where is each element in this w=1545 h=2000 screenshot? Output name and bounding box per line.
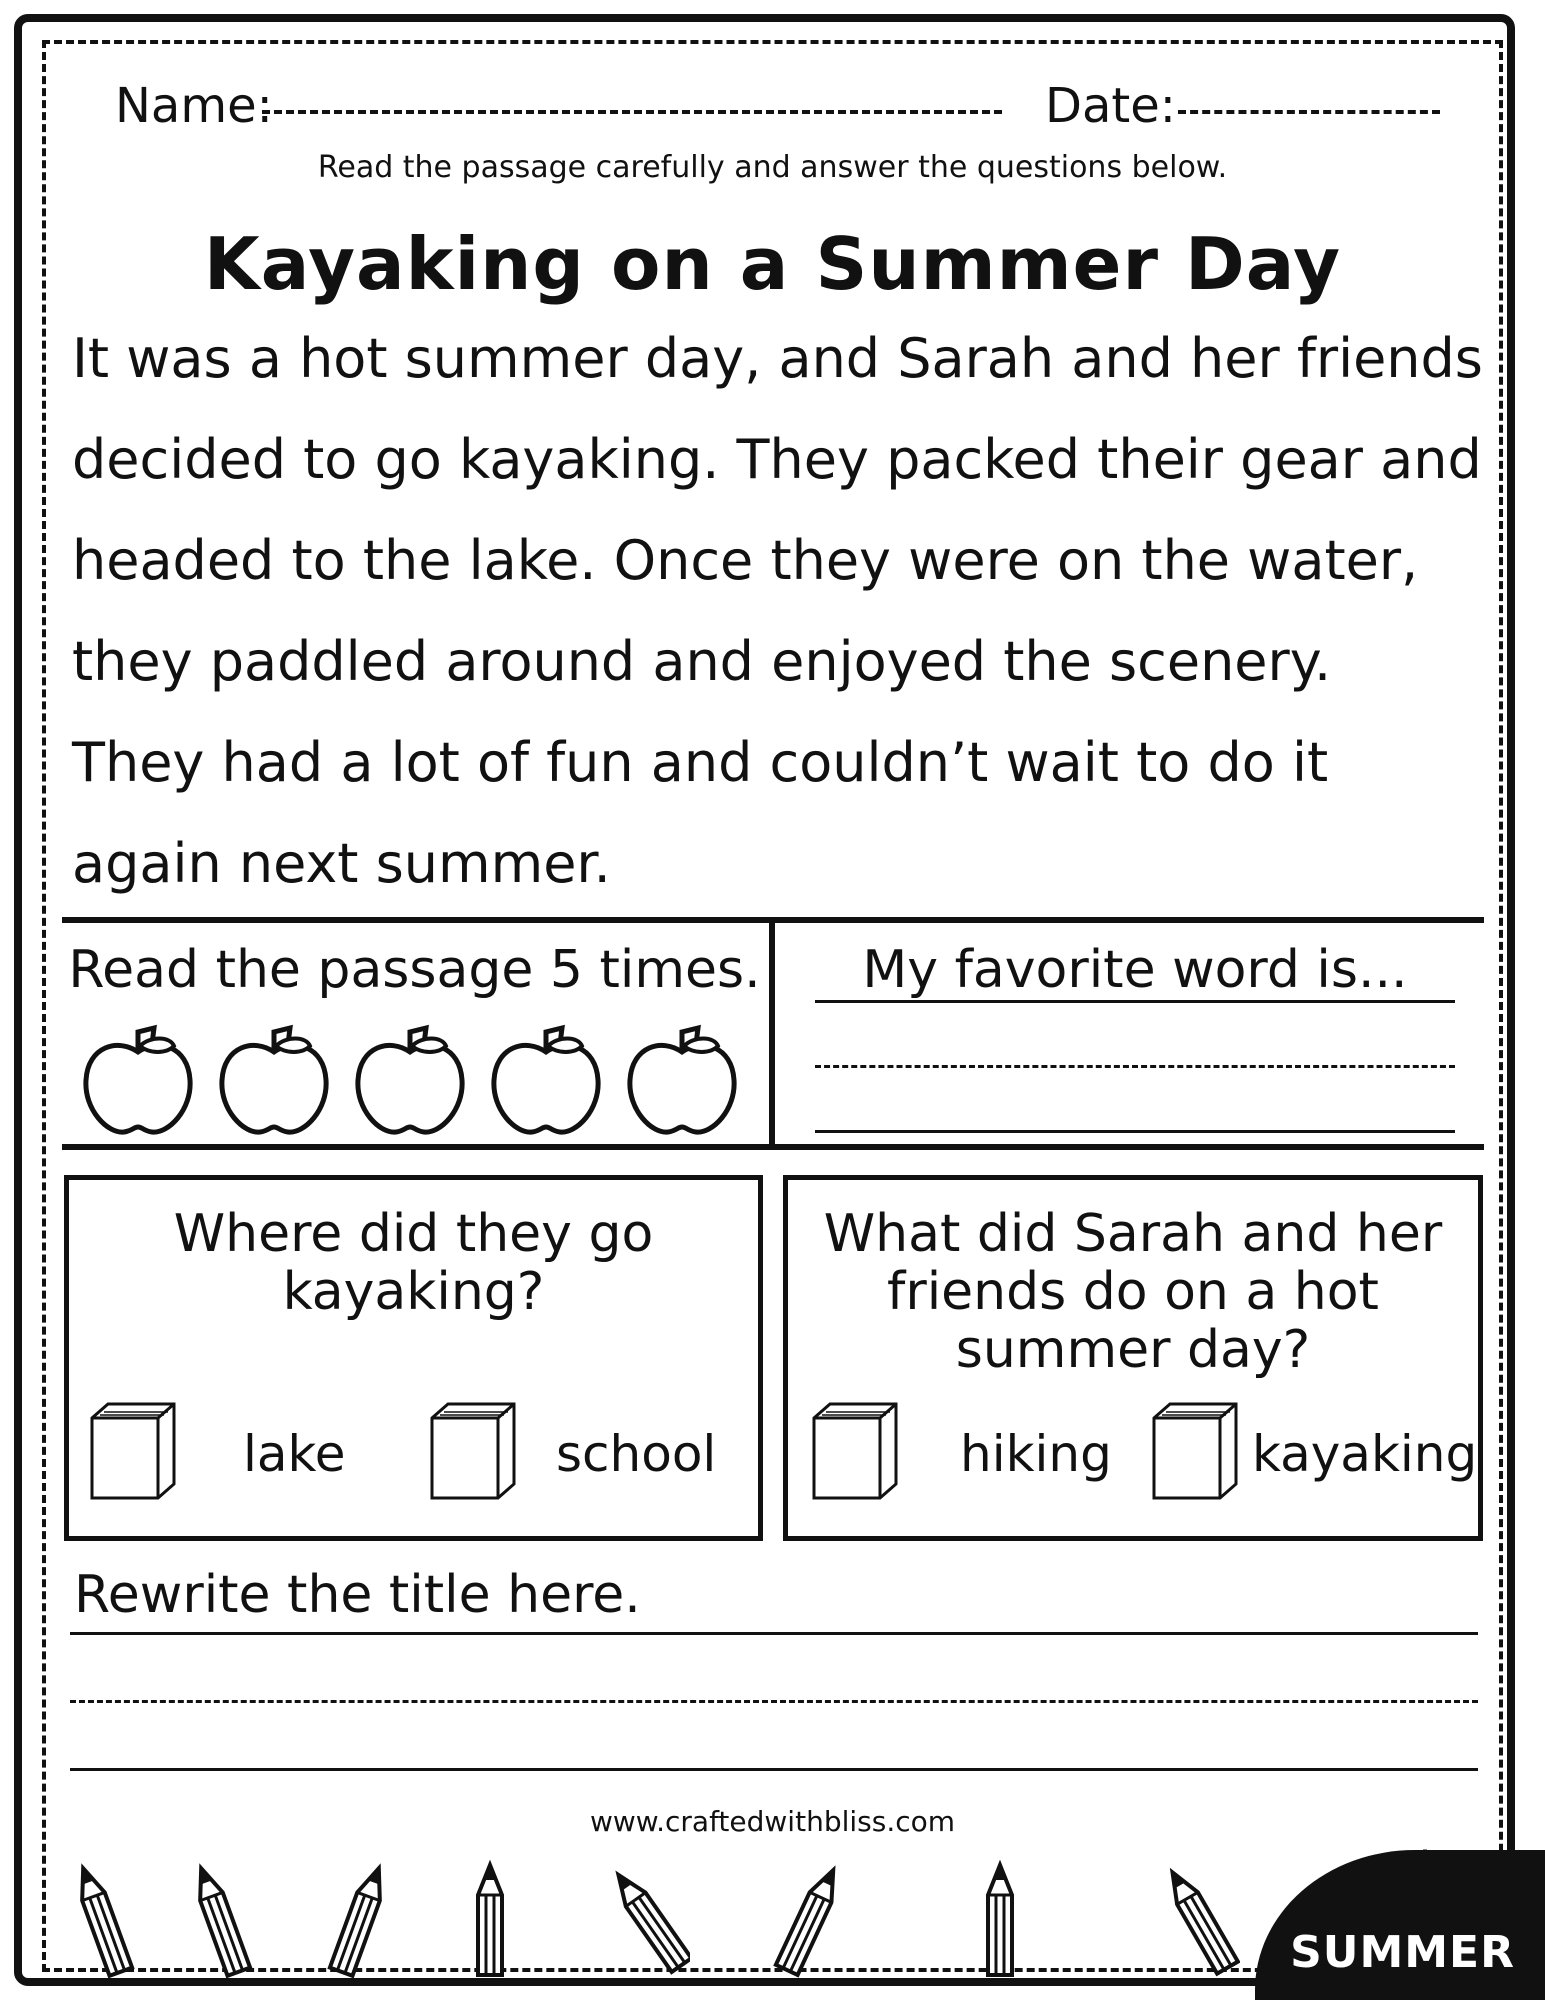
favorite-word-baseline (815, 1130, 1455, 1133)
date-label: Date: (1045, 78, 1176, 134)
apple-icon[interactable] (214, 1018, 334, 1138)
favorite-word-line[interactable] (815, 1000, 1455, 1003)
instruction-text: Read the passage carefully and answer the questions below. (317, 150, 1228, 185)
favorite-word-label: My favorite word is... (862, 940, 1408, 1000)
question2-option-hiking: hiking (960, 1425, 1112, 1483)
apple-icon[interactable] (78, 1018, 198, 1138)
apple-icon[interactable] (350, 1018, 470, 1138)
read-tracker-label: Read the passage 5 times. (68, 940, 761, 1000)
book-icon[interactable] (1146, 1398, 1244, 1502)
pencil-icon (1160, 1855, 1240, 1985)
rewrite-baseline (70, 1768, 1478, 1771)
pencil-icon (450, 1855, 530, 1985)
passage-title: Kayaking on a Summer Day (203, 222, 1342, 306)
name-label: Name: (115, 78, 273, 134)
pencil-icon (180, 1855, 260, 1985)
apple-icon[interactable] (486, 1018, 606, 1138)
passage-line: It was a hot summer day, and Sarah and her friends (72, 327, 1483, 390)
book-icon[interactable] (424, 1398, 522, 1502)
pencil-icon (960, 1855, 1040, 1985)
pencil-icon (320, 1855, 400, 1985)
date-field[interactable] (1178, 110, 1440, 114)
pencil-icon (770, 1855, 850, 1985)
passage-line: headed to the lake. Once they were on the water, (72, 529, 1419, 592)
passage-line: they paddled around and enjoyed the scenery. (72, 630, 1332, 693)
apple-icon[interactable] (622, 1018, 742, 1138)
favorite-word-guide (815, 1065, 1455, 1068)
rewrite-guide (70, 1700, 1478, 1703)
passage-line: again next summer. (72, 832, 611, 895)
book-icon[interactable] (84, 1398, 182, 1502)
passage-line: They had a lot of fun and couldn’t wait to do it (72, 731, 1329, 794)
website-text: www.craftedwithbliss.com (589, 1805, 956, 1838)
question1-option-lake: lake (243, 1425, 346, 1483)
pencil-icon (62, 1855, 142, 1985)
passage (72, 308, 1492, 914)
divider-vertical (769, 917, 775, 1150)
question2-option-kayaking: kayaking (1252, 1425, 1478, 1483)
name-field[interactable] (262, 110, 1002, 114)
passage-line: decided to go kayaking. They packed their gear and (72, 428, 1482, 491)
pencil-icon (610, 1855, 690, 1985)
rewrite-line[interactable] (70, 1632, 1478, 1635)
book-icon[interactable] (806, 1398, 904, 1502)
question2-text: What did Sarah and her friends do on a hot summer day? (823, 1204, 1443, 1380)
question1-option-school: school (556, 1425, 717, 1483)
rewrite-label: Rewrite the title here. (74, 1565, 641, 1625)
question1-text: Where did they go kayaking? (173, 1204, 654, 1322)
summer-badge-text: SUMMER (1290, 1927, 1515, 1978)
